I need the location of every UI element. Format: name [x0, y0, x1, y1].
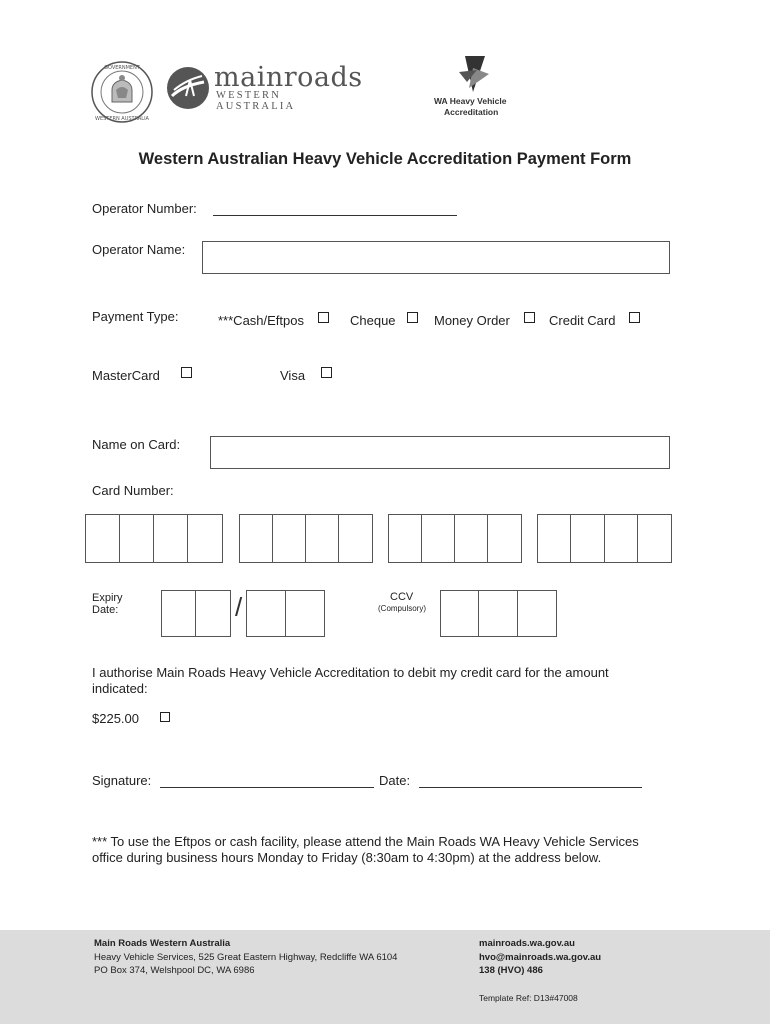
card-number-group-3[interactable] — [388, 514, 522, 563]
visa-label: Visa — [280, 368, 306, 383]
card-digit-cell[interactable] — [389, 515, 422, 562]
operator-number-field[interactable] — [213, 215, 457, 216]
ccv-digit-cell[interactable] — [479, 591, 517, 636]
amount-checkbox[interactable] — [160, 712, 170, 722]
card-digit-cell[interactable] — [638, 515, 671, 562]
accreditation-title: WA Heavy Vehicle — [434, 96, 507, 106]
ccv-digit-cell[interactable] — [441, 591, 479, 636]
money-order-checkbox[interactable] — [524, 312, 535, 323]
card-digit-cell[interactable] — [538, 515, 571, 562]
expiry-digit-cell[interactable] — [162, 591, 196, 636]
footer-address-line1: Heavy Vehicle Services, 525 Great Eastern Highway, Redcliffe WA 6104 — [94, 952, 398, 963]
signature-field[interactable] — [160, 787, 374, 788]
card-digit-cell[interactable] — [605, 515, 638, 562]
expiry-digit-cell[interactable] — [286, 591, 325, 636]
expiry-label: Expiry — [92, 592, 123, 604]
svg-text:GOVERNMENT: GOVERNMENT — [104, 65, 140, 71]
card-digit-cell[interactable] — [240, 515, 273, 562]
card-digit-cell[interactable] — [154, 515, 188, 562]
payment-option-cash-eftpos-label: ***Cash/Eftpos — [218, 313, 304, 328]
credit-card-checkbox[interactable] — [629, 312, 640, 323]
date-label: Date: — [379, 773, 411, 788]
card-digit-cell[interactable] — [120, 515, 154, 562]
authorise-text-line2: indicated: — [92, 681, 148, 696]
seal-icon — [90, 60, 154, 124]
footer-org-name: Main Roads Western Australia — [94, 938, 231, 949]
mainroads-wordmark: mainroads — [214, 62, 363, 93]
expiry-label-date: Date: — [92, 604, 119, 616]
footer — [0, 930, 770, 1024]
operator-number-label: Operator Number: — [92, 201, 197, 216]
svg-text:WESTERN AUSTRALIA: WESTERN AUSTRALIA — [95, 116, 149, 122]
eftpos-note-line2: office during business hours Monday to Friday (8:30am to 4:30pm) at the address below. — [92, 850, 602, 865]
payment-option-money-order-label: Money Order — [434, 313, 510, 328]
footer-address-line2: PO Box 374, Welshpool DC, WA 6986 — [94, 965, 255, 976]
card-digit-cell[interactable] — [273, 515, 306, 562]
expiry-digit-cell[interactable] — [247, 591, 286, 636]
expiry-separator: / — [235, 592, 243, 622]
date-field[interactable] — [419, 787, 642, 788]
card-digit-cell[interactable] — [306, 515, 339, 562]
card-digit-cell[interactable] — [86, 515, 120, 562]
card-number-label: Card Number: — [92, 483, 174, 498]
card-digit-cell[interactable] — [188, 515, 222, 562]
footer-phone: 138 (HVO) 486 — [479, 965, 543, 976]
accreditation-subtitle: Accreditation — [444, 107, 499, 117]
cash-eftpos-checkbox[interactable] — [318, 312, 329, 323]
accreditation-logo — [425, 52, 515, 120]
signature-label: Signature: — [92, 773, 152, 788]
authorise-text-line1: I authorise Main Roads Heavy Vehicle Accreditation to debit my credit card for the amount — [92, 665, 609, 680]
card-number-group-1[interactable] — [85, 514, 223, 563]
visa-checkbox[interactable] — [321, 367, 332, 378]
operator-name-label: Operator Name: — [92, 242, 186, 257]
mainroads-subtitle: WESTERN AUSTRALIA — [216, 90, 296, 112]
accreditation-emblem-icon — [453, 52, 493, 96]
card-digit-cell[interactable] — [571, 515, 604, 562]
amount-label: $225.00 — [92, 711, 139, 726]
ccv-label: CCV — [390, 591, 414, 603]
mastercard-checkbox[interactable] — [181, 367, 192, 378]
form-title: Western Australian Heavy Vehicle Accreditation Payment Form — [138, 150, 632, 168]
ccv-digit-cell[interactable] — [518, 591, 556, 636]
expiry-digit-cell[interactable] — [196, 591, 230, 636]
card-number-group-4[interactable] — [537, 514, 672, 563]
footer-website-link[interactable]: mainroads.wa.gov.au — [479, 938, 575, 949]
name-on-card-label: Name on Card: — [92, 437, 181, 452]
card-digit-cell[interactable] — [455, 515, 488, 562]
name-on-card-field[interactable] — [210, 436, 670, 469]
payment-option-credit-card-label: Credit Card — [549, 313, 616, 328]
card-digit-cell[interactable] — [339, 515, 372, 562]
footer-template-ref: Template Ref: D13#47008 — [479, 993, 578, 1003]
mainroads-emblem-icon — [166, 66, 210, 110]
cheque-checkbox[interactable] — [407, 312, 418, 323]
ccv-field[interactable] — [440, 590, 557, 637]
card-digit-cell[interactable] — [488, 515, 521, 562]
expiry-year-field[interactable] — [246, 590, 325, 637]
payment-type-label: Payment Type: — [92, 309, 179, 324]
mastercard-label: MasterCard — [92, 368, 160, 383]
footer-email-link[interactable]: hvo@mainroads.wa.gov.au — [479, 952, 602, 963]
expiry-month-field[interactable] — [161, 590, 231, 637]
payment-option-cheque-label: Cheque — [350, 313, 396, 328]
card-number-group-2[interactable] — [239, 514, 373, 563]
eftpos-note-line1: *** To use the Eftpos or cash facility, please attend the Main Roads WA Heavy Vehicle Services — [92, 834, 639, 849]
mainroads-logo — [166, 62, 363, 112]
operator-name-field[interactable] — [202, 241, 670, 274]
card-digit-cell[interactable] — [422, 515, 455, 562]
ccv-note: (Compulsory) — [378, 604, 427, 613]
government-seal — [90, 60, 154, 124]
